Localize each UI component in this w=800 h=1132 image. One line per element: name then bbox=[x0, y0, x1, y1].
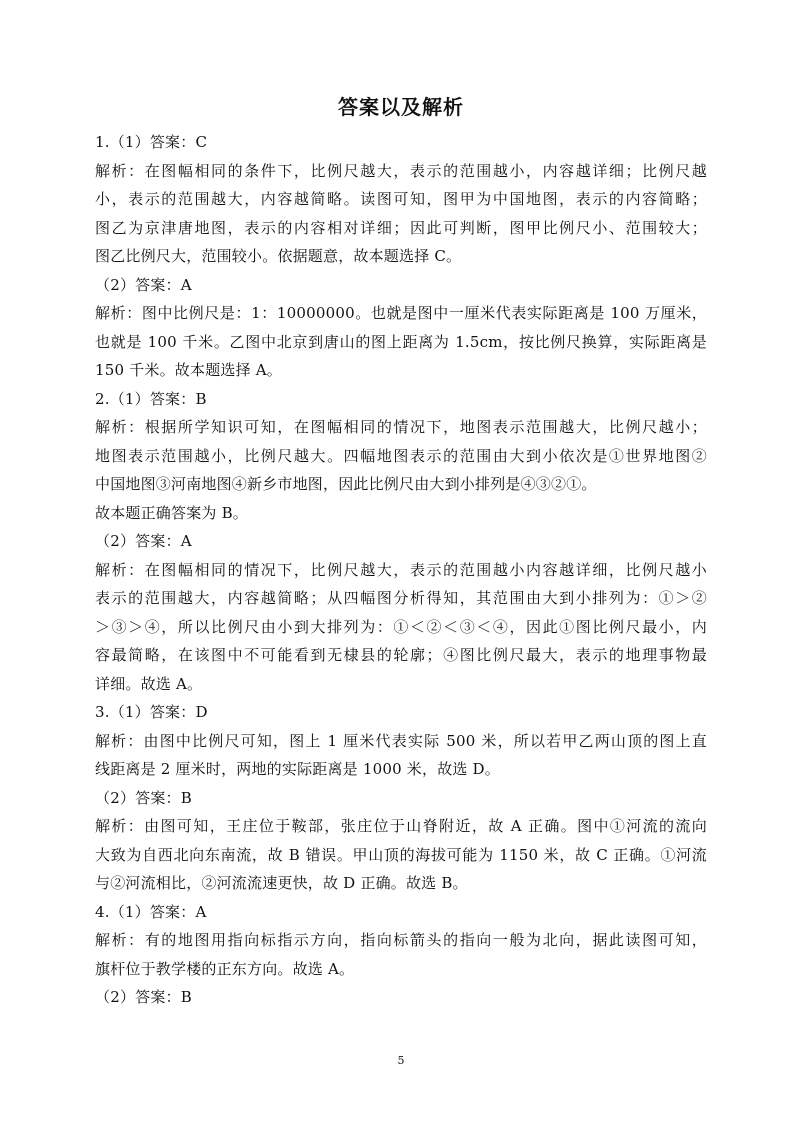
explanation-line: 小，表示的范围越大，内容越简略。读图可知，图甲为中国地图，表示的内容简略； bbox=[95, 190, 707, 208]
page-number: 5 bbox=[397, 1054, 405, 1067]
explanation-line: 解析：在图幅相同的情况下，比例尺越大，表示的范围越小内容越详细，比例尺越小 bbox=[95, 560, 707, 579]
answer-label-1-1: 1.（1）答案：C bbox=[95, 133, 208, 151]
page-title: 答案以及解析 bbox=[338, 95, 464, 119]
explanation-line: 表示的范围越大，内容越简略；从四幅图分析得知，其范围由大到小排列为：①＞② bbox=[95, 589, 707, 607]
answer-label-3-2: （2）答案：B bbox=[95, 788, 192, 807]
explanation-line: 150 千米。故本题选择 A。 bbox=[95, 361, 282, 379]
explanation-line: 解析：由图可知，王庄位于鞍部，张庄位于山脊附近，故 A 正确。图中①河流的流向 bbox=[95, 817, 707, 835]
explanation-line: 也就是 100 千米。乙图中北京到唐山的图上距离为 1.5cm，按比例尺换算，实际距离是 bbox=[95, 332, 707, 351]
explanation-line: 图乙为京津唐地图，表示的内容相对详细；因此可判断，图甲比例尺小、范围较大； bbox=[95, 218, 707, 237]
explanation-line: 旗杆位于教学楼的正东方向。故选 A。 bbox=[95, 959, 355, 978]
explanation-line: 图乙比例尺大，范围较小。依据题意，故本题选择 C。 bbox=[95, 247, 462, 265]
explanation-line: 解析：在图幅相同的条件下，比例尺越大，表示的范围越小，内容越详细；比例尺越 bbox=[95, 161, 707, 180]
explanation-line: 解析：由图中比例尺可知，图上 1 厘米代表实际 500 米，所以若甲乙两山顶的图上直 bbox=[95, 731, 707, 750]
explanation-line: 线距离是 2 厘米时，两地的实际距离是 1000 米，故选 D。 bbox=[95, 760, 500, 778]
explanation-line: 解析：图中比例尺是：1：10000000。也就是图中一厘米代表实际距离是 100 万厘米， bbox=[95, 304, 707, 322]
answer-label-2-1: 2.（1）答案：B bbox=[95, 389, 207, 408]
explanation-line: 解析：根据所学知识可知，在图幅相同的情况下，地图表示范围越大，比例尺越小； bbox=[95, 418, 707, 436]
explanation-line: ＞③＞④，所以比例尺由小到大排列为：①＜②＜③＜④，因此①图比例尺最小，内 bbox=[95, 617, 707, 636]
explanation-line: 中国地图③河南地图④新乡市地图，因此比例尺由大到小排列是④③②①。 bbox=[95, 475, 597, 493]
explanation-line: 地图表示范围越小，比例尺越大。四幅地图表示的范围由大到小依次是①世界地图② bbox=[95, 446, 707, 465]
answer-content bbox=[95, 128, 707, 1012]
answer-label-3-1: 3.（1）答案：D bbox=[95, 703, 208, 721]
explanation-line: 容最简略，在该图中不可能看到无棣县的轮廓；④图比例尺最大，表示的地理事物最 bbox=[95, 646, 707, 664]
explanation-line: 大致为自西北向东南流，故 B 错误。甲山顶的海拔可能为 1150 米，故 C 正确。①河流 bbox=[95, 845, 707, 864]
explanation-line: 解析：有的地图用指向标指示方向，指向标箭头的指向一般为北向，据此读图可知， bbox=[95, 931, 707, 949]
answer-label-2-2: （2）答案：A bbox=[95, 532, 192, 550]
answer-label-4-2: （2）答案：B bbox=[95, 988, 192, 1006]
explanation-line: 故本题正确答案为 B。 bbox=[95, 503, 248, 522]
answer-label-4-1: 4.（1）答案：A bbox=[95, 902, 207, 921]
explanation-line: 与②河流相比，②河流流速更快，故 D 正确。故选 B。 bbox=[95, 874, 468, 892]
answer-label-1-2: （2）答案：A bbox=[95, 275, 192, 294]
explanation-line: 详细。故选 A。 bbox=[95, 674, 203, 693]
